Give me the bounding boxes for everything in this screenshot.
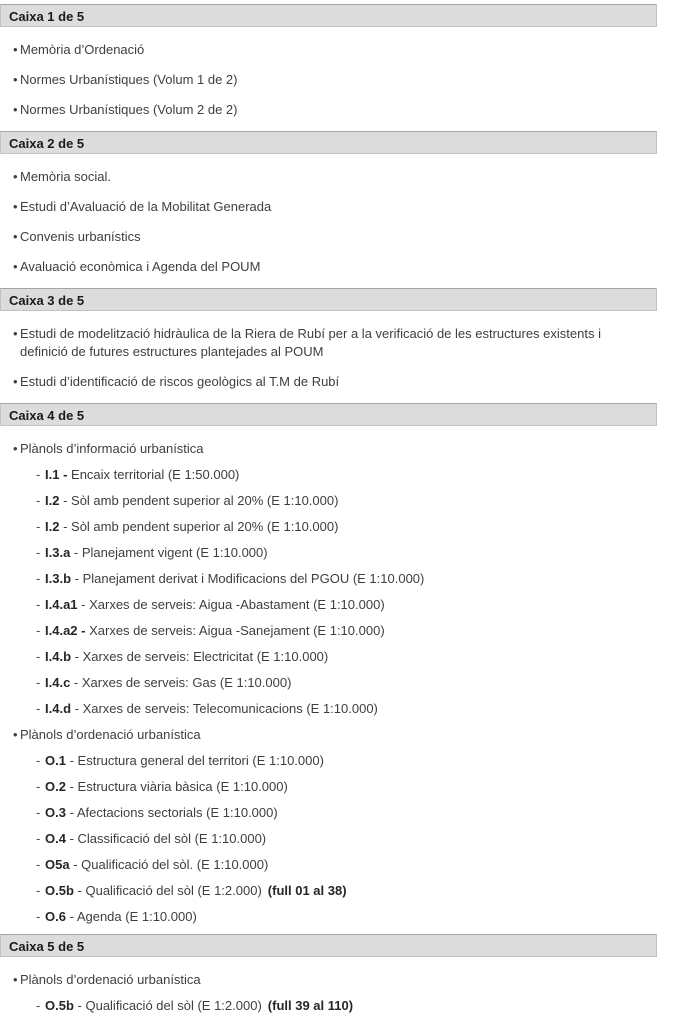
list-item-text: Memòria social. — [20, 169, 112, 184]
section-header — [0, 403, 657, 426]
sub-list-item — [36, 544, 679, 562]
list-item — [0, 228, 679, 246]
section-caixa-5 — [0, 934, 679, 1015]
sub-list-item — [36, 997, 679, 1015]
dash-icon: - — [36, 701, 41, 716]
plan-code: O.1 — [45, 753, 66, 768]
sub-list-item — [36, 856, 679, 874]
section-header — [0, 934, 657, 957]
sub-list-item — [36, 700, 679, 718]
plan-code: O.5b — [45, 883, 74, 898]
plan-code: O.3 — [45, 805, 66, 820]
bullet-icon: • — [13, 169, 18, 184]
dash-icon: - — [36, 649, 41, 664]
list-item-text: Convenis urbanístics — [20, 229, 141, 244]
plan-desc: - Xarxes de serveis: Gas (E 1:10.000) — [73, 675, 292, 690]
plan-code: O.2 — [45, 779, 66, 794]
plan-desc: - Estructura general del territori (E 1:10.000) — [69, 753, 324, 768]
list-item — [0, 971, 679, 989]
bullet-icon: • — [13, 102, 18, 117]
sub-list-item — [36, 596, 679, 614]
section-caixa-2 — [0, 131, 679, 276]
sub-list-item — [36, 492, 679, 510]
plan-desc: - Xarxes de serveis: Aigua -Abastament (E 1:10.000) — [81, 597, 385, 612]
plan-sublist — [0, 997, 679, 1015]
bullet-icon: • — [13, 199, 18, 214]
list-item-text: Estudi d’Avaluació de la Mobilitat Generada — [20, 199, 272, 214]
section-title: Caixa 2 de 5 — [9, 136, 85, 151]
list-item — [0, 726, 679, 744]
section-title: Caixa 1 de 5 — [9, 9, 85, 24]
section-title: Caixa 5 de 5 — [9, 939, 85, 954]
sub-list-item — [36, 752, 679, 770]
plan-sublist — [0, 466, 679, 718]
dash-icon: - — [36, 493, 41, 508]
section-caixa-1 — [0, 4, 679, 119]
dash-icon: - — [36, 519, 41, 534]
plan-code: I.1 - — [45, 467, 68, 482]
bullet-icon: • — [13, 42, 18, 57]
plan-desc: - Xarxes de serveis: Electricitat (E 1:10.000) — [74, 649, 329, 664]
dash-icon: - — [36, 831, 41, 846]
sub-list-item — [36, 570, 679, 588]
plan-desc: - Agenda (E 1:10.000) — [69, 909, 197, 924]
sub-list-item — [36, 830, 679, 848]
plan-code: O.4 — [45, 831, 66, 846]
list-item-text: Plànols d’informació urbanística — [20, 441, 204, 456]
section-header — [0, 131, 657, 154]
list-item-text: Normes Urbanístiques (Volum 2 de 2) — [20, 102, 238, 117]
plan-desc: - Planejament derivat i Modificacions del PGOU (E 1:10.000) — [74, 571, 425, 586]
plan-code: I.4.b — [45, 649, 72, 664]
sub-list-item — [36, 804, 679, 822]
plan-desc: - Classificació del sòl (E 1:10.000) — [69, 831, 267, 846]
list-item — [0, 41, 679, 59]
dash-icon: - — [36, 805, 41, 820]
section-header — [0, 288, 657, 311]
dash-icon: - — [36, 675, 41, 690]
plan-code: I.2 — [45, 493, 60, 508]
plan-sheets-note: (full 39 al 110) — [267, 998, 354, 1013]
list-item-text: Plànols d’ordenació urbanística — [20, 972, 201, 987]
plan-desc: - Planejament vigent (E 1:10.000) — [73, 545, 268, 560]
plan-sublist — [0, 752, 679, 926]
plan-code: I.4.c — [45, 675, 71, 690]
list-item — [0, 258, 679, 276]
list-item-text: Estudi de modelització hidràulica de la Riera de Rubí per a la verificació de les estructures existents i definició de futures estructures plantejades al POUM — [20, 326, 601, 359]
dash-icon: - — [36, 753, 41, 768]
plan-code: I.4.a2 - — [45, 623, 86, 638]
list-item — [0, 168, 679, 186]
bullet-icon: • — [13, 259, 18, 274]
plan-desc: - Xarxes de serveis: Telecomunicacions (E 1:10.000) — [74, 701, 378, 716]
plan-desc: - Afectacions sectorials (E 1:10.000) — [69, 805, 278, 820]
sub-list-item — [36, 674, 679, 692]
dash-icon: - — [36, 597, 41, 612]
plan-code: O.5b — [45, 998, 74, 1013]
bullet-icon: • — [13, 727, 18, 742]
plan-desc: - Qualificació del sòl (E 1:2.000) — [77, 883, 262, 898]
list-item-text: Plànols d’ordenació urbanística — [20, 727, 201, 742]
plan-code: I.3.a — [45, 545, 71, 560]
sub-list-item — [36, 466, 679, 484]
dash-icon: - — [36, 779, 41, 794]
bullet-icon: • — [13, 441, 18, 456]
dash-icon: - — [36, 998, 41, 1013]
bullet-icon: • — [13, 972, 18, 987]
section-title: Caixa 3 de 5 — [9, 293, 85, 308]
plan-desc: - Qualificació del sòl. (E 1:10.000) — [73, 857, 269, 872]
section-caixa-3 — [0, 288, 679, 391]
plan-code: I.4.a1 — [45, 597, 78, 612]
list-item — [0, 440, 679, 458]
bullet-icon: • — [13, 326, 18, 341]
plan-code: I.4.d — [45, 701, 72, 716]
plan-code: O5a — [45, 857, 70, 872]
dash-icon: - — [36, 623, 41, 638]
section-title: Caixa 4 de 5 — [9, 408, 85, 423]
bullet-icon: • — [13, 229, 18, 244]
list-item — [0, 198, 679, 216]
list-item — [0, 325, 679, 361]
dash-icon: - — [36, 545, 41, 560]
sub-list-item — [36, 882, 679, 900]
section-header — [0, 4, 657, 27]
list-item — [0, 71, 679, 89]
plan-desc: Xarxes de serveis: Aigua -Sanejament (E 1:10.000) — [89, 623, 385, 638]
plan-desc: - Estructura viària bàsica (E 1:10.000) — [69, 779, 288, 794]
dash-icon: - — [36, 571, 41, 586]
list-item-text: Estudi d’identificació de riscos geològics al T.M de Rubí — [20, 374, 340, 389]
sub-list-item — [36, 908, 679, 926]
plan-sheets-note: (full 01 al 38) — [267, 883, 347, 898]
list-item-text: Memòria d’Ordenació — [20, 42, 145, 57]
list-item-text: Normes Urbanístiques (Volum 1 de 2) — [20, 72, 238, 87]
dash-icon: - — [36, 467, 41, 482]
plan-desc: Encaix territorial (E 1:50.000) — [71, 467, 240, 482]
sub-list-item — [36, 518, 679, 536]
sub-list-item — [36, 648, 679, 666]
plan-code: O.6 — [45, 909, 66, 924]
dash-icon: - — [36, 909, 41, 924]
list-item — [0, 373, 679, 391]
plan-code: I.3.b — [45, 571, 72, 586]
plan-desc: - Qualificació del sòl (E 1:2.000) — [77, 998, 262, 1013]
sub-list-item — [36, 778, 679, 796]
dash-icon: - — [36, 857, 41, 872]
plan-desc: - Sòl amb pendent superior al 20% (E 1:10.000) — [63, 493, 339, 508]
plan-code: I.2 — [45, 519, 60, 534]
bullet-icon: • — [13, 374, 18, 389]
dash-icon: - — [36, 883, 41, 898]
plan-desc: - Sòl amb pendent superior al 20% (E 1:10.000) — [63, 519, 339, 534]
list-item-text: Avaluació econòmica i Agenda del POUM — [20, 259, 261, 274]
list-item — [0, 101, 679, 119]
sub-list-item — [36, 622, 679, 640]
bullet-icon: • — [13, 72, 18, 87]
section-caixa-4 — [0, 403, 679, 926]
